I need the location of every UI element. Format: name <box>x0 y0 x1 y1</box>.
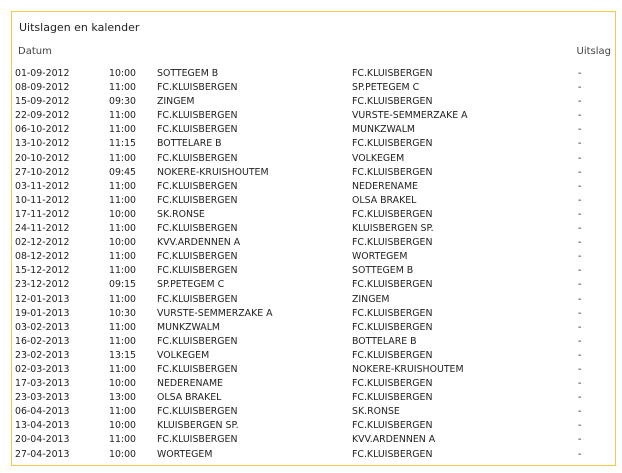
match-list <box>12 67 615 462</box>
match-date: 22-09-2012 <box>15 110 70 122</box>
away-team: VURSTE-SEMMERZAKE A <box>352 110 468 122</box>
match-result: - <box>578 251 582 263</box>
away-team: FC.KLUISBERGEN <box>352 208 433 220</box>
away-team: KLUISBERGEN SP. <box>352 223 434 235</box>
match-result: - <box>578 180 582 192</box>
home-team: FC.KLUISBERGEN <box>157 251 238 263</box>
match-date: 16-02-2013 <box>15 335 70 347</box>
match-time: 11:00 <box>109 110 137 122</box>
match-row <box>12 180 615 194</box>
match-time: 13:15 <box>109 349 137 361</box>
away-team: FC.KLUISBERGEN <box>352 237 433 249</box>
home-team: ZINGEM <box>157 96 195 108</box>
match-time: 11:00 <box>109 251 137 263</box>
match-time: 11:00 <box>109 124 137 136</box>
match-date: 08-12-2012 <box>15 251 70 263</box>
home-team: NEDERENAME <box>157 378 223 390</box>
match-row <box>12 278 615 292</box>
match-result: - <box>578 406 582 418</box>
match-result: - <box>578 138 582 150</box>
home-team: SOTTEGEM B <box>157 68 219 79</box>
home-team: KLUISBERGEN SP. <box>157 420 239 432</box>
match-row <box>12 335 615 349</box>
home-team: FC.KLUISBERGEN <box>157 124 238 136</box>
match-result: - <box>578 307 582 319</box>
match-date: 02-03-2013 <box>15 363 70 375</box>
match-row <box>12 236 615 250</box>
away-team: WORTEGEM <box>352 251 408 263</box>
match-row <box>12 363 615 377</box>
home-team: SP.PETEGEM C <box>157 279 225 291</box>
match-time: 10:00 <box>109 237 137 249</box>
away-team: FC.KLUISBERGEN <box>352 307 433 319</box>
away-team: FC.KLUISBERGEN <box>352 448 433 460</box>
results-calendar-panel <box>11 11 616 466</box>
match-date: 15-12-2012 <box>15 265 70 277</box>
match-row <box>12 67 615 81</box>
match-time: 11:15 <box>109 138 137 150</box>
away-team: FC.KLUISBERGEN <box>352 378 433 390</box>
match-date: 27-10-2012 <box>15 166 70 178</box>
match-date: 24-11-2012 <box>15 223 70 235</box>
home-team: FC.KLUISBERGEN <box>157 406 238 418</box>
home-team: FC.KLUISBERGEN <box>157 82 238 94</box>
match-result: - <box>578 349 582 361</box>
home-team: FC.KLUISBERGEN <box>157 152 238 164</box>
match-result: - <box>578 265 582 277</box>
match-row <box>12 222 615 236</box>
match-result: - <box>578 110 582 122</box>
home-team: WORTEGEM <box>157 448 213 460</box>
match-result: - <box>578 166 582 178</box>
match-row <box>12 321 615 335</box>
away-team: MUNKZWALM <box>352 124 416 136</box>
match-date: 27-04-2013 <box>15 448 70 460</box>
match-result: - <box>578 448 582 460</box>
match-row <box>12 405 615 419</box>
home-team: NOKERE-KRUISHOUTEM <box>157 166 269 178</box>
match-time: 09:30 <box>109 96 137 108</box>
match-row <box>12 250 615 264</box>
away-team: FC.KLUISBERGEN <box>352 392 433 404</box>
match-time: 13:00 <box>109 392 137 404</box>
column-header-date: Datum <box>18 46 52 57</box>
away-team: SK.RONSE <box>352 406 400 418</box>
column-header-result: Uitslag <box>576 46 611 57</box>
match-time: 11:00 <box>109 152 137 164</box>
match-row <box>12 166 615 180</box>
match-row <box>12 152 615 166</box>
match-date: 20-10-2012 <box>15 152 70 164</box>
match-date: 03-11-2012 <box>15 180 70 192</box>
match-date: 19-01-2013 <box>15 307 70 319</box>
away-team: SOTTEGEM B <box>352 265 414 277</box>
match-result: - <box>578 82 582 94</box>
home-team: FC.KLUISBERGEN <box>157 194 238 206</box>
match-time: 11:00 <box>109 335 137 347</box>
match-result: - <box>578 223 582 235</box>
match-date: 06-10-2012 <box>15 124 70 136</box>
home-team: FC.KLUISBERGEN <box>157 293 238 305</box>
match-time: 10:30 <box>109 307 137 319</box>
match-date: 20-04-2013 <box>15 434 70 446</box>
home-team: VOLKEGEM <box>157 349 210 361</box>
match-date: 23-03-2013 <box>15 392 70 404</box>
away-team: FC.KLUISBERGEN <box>352 420 433 432</box>
match-row <box>12 123 615 137</box>
match-time: 11:00 <box>109 180 137 192</box>
match-result: - <box>578 237 582 249</box>
match-row <box>12 433 615 447</box>
match-time: 11:00 <box>109 321 137 333</box>
match-time: 10:00 <box>109 378 137 390</box>
away-team: FC.KLUISBERGEN <box>352 349 433 361</box>
away-team: FC.KLUISBERGEN <box>352 166 433 178</box>
home-team: FC.KLUISBERGEN <box>157 180 238 192</box>
match-result: - <box>578 363 582 375</box>
match-date: 08-09-2012 <box>15 82 70 94</box>
match-time: 11:00 <box>109 194 137 206</box>
match-row <box>12 448 615 462</box>
match-result: - <box>578 124 582 136</box>
match-time: 10:00 <box>109 448 137 460</box>
match-row <box>12 264 615 278</box>
match-result: - <box>578 420 582 432</box>
match-date: 17-03-2013 <box>15 378 70 390</box>
match-result: - <box>578 392 582 404</box>
match-date: 01-09-2012 <box>15 68 70 79</box>
match-date: 23-02-2013 <box>15 349 70 361</box>
match-date: 10-11-2012 <box>15 194 70 206</box>
home-team: FC.KLUISBERGEN <box>157 363 238 375</box>
match-date: 06-04-2013 <box>15 406 70 418</box>
away-team: FC.KLUISBERGEN <box>352 279 433 291</box>
away-team: FC.KLUISBERGEN <box>352 96 433 108</box>
match-time: 11:00 <box>109 293 137 305</box>
home-team: VURSTE-SEMMERZAKE A <box>157 307 273 319</box>
match-time: 09:45 <box>109 166 137 178</box>
match-row <box>12 81 615 95</box>
home-team: FC.KLUISBERGEN <box>157 223 238 235</box>
match-row <box>12 95 615 109</box>
match-date: 02-12-2012 <box>15 237 70 249</box>
home-team: FC.KLUISBERGEN <box>157 335 238 347</box>
match-result: - <box>578 321 582 333</box>
match-time: 11:00 <box>109 434 137 446</box>
home-team: KVV.ARDENNEN A <box>157 237 241 249</box>
match-row <box>12 194 615 208</box>
match-row <box>12 391 615 405</box>
away-team: NEDERENAME <box>352 180 418 192</box>
match-time: 11:00 <box>109 265 137 277</box>
away-team: FC.KLUISBERGEN <box>352 138 433 150</box>
match-date: 23-12-2012 <box>15 279 70 291</box>
match-time: 11:00 <box>109 406 137 418</box>
match-row <box>12 377 615 391</box>
match-result: - <box>578 194 582 206</box>
match-result: - <box>578 335 582 347</box>
match-time: 11:00 <box>109 82 137 94</box>
home-team: FC.KLUISBERGEN <box>157 110 238 122</box>
home-team: FC.KLUISBERGEN <box>157 265 238 277</box>
match-result: - <box>578 208 582 220</box>
match-row <box>12 109 615 123</box>
away-team: FC.KLUISBERGEN <box>352 321 433 333</box>
match-time: 11:00 <box>109 363 137 375</box>
home-team: BOTTELARE B <box>157 138 222 150</box>
match-time: 11:00 <box>109 223 137 235</box>
match-row <box>12 307 615 321</box>
match-time: 09:15 <box>109 279 137 291</box>
match-time: 10:00 <box>109 208 137 220</box>
home-team: MUNKZWALM <box>157 321 221 333</box>
match-date: 17-11-2012 <box>15 208 70 220</box>
match-date: 12-01-2013 <box>15 293 70 305</box>
away-team: NOKERE-KRUISHOUTEM <box>352 363 464 375</box>
match-result: - <box>578 378 582 390</box>
away-team: ZINGEM <box>352 293 390 305</box>
match-result: - <box>578 68 582 79</box>
match-result: - <box>578 293 582 305</box>
match-result: - <box>578 96 582 108</box>
match-row <box>12 137 615 151</box>
match-row <box>12 208 615 222</box>
away-team: VOLKEGEM <box>352 152 405 164</box>
match-result: - <box>578 279 582 291</box>
away-team: KVV.ARDENNEN A <box>352 434 436 446</box>
match-date: 15-09-2012 <box>15 96 70 108</box>
away-team: SP.PETEGEM C <box>352 82 420 94</box>
match-row <box>12 293 615 307</box>
panel-title: Uitslagen en kalender <box>19 21 140 34</box>
away-team: FC.KLUISBERGEN <box>352 68 433 79</box>
match-row <box>12 349 615 363</box>
home-team: FC.KLUISBERGEN <box>157 434 238 446</box>
match-result: - <box>578 152 582 164</box>
home-team: OLSA BRAKEL <box>157 392 222 404</box>
match-time: 10:00 <box>109 420 137 432</box>
match-date: 13-10-2012 <box>15 138 70 150</box>
match-date: 13-04-2013 <box>15 420 70 432</box>
match-row <box>12 419 615 433</box>
match-result: - <box>578 434 582 446</box>
home-team: SK.RONSE <box>157 208 205 220</box>
match-time: 10:00 <box>109 68 137 79</box>
match-date: 03-02-2013 <box>15 321 70 333</box>
away-team: OLSA BRAKEL <box>352 194 417 206</box>
away-team: BOTTELARE B <box>352 335 417 347</box>
